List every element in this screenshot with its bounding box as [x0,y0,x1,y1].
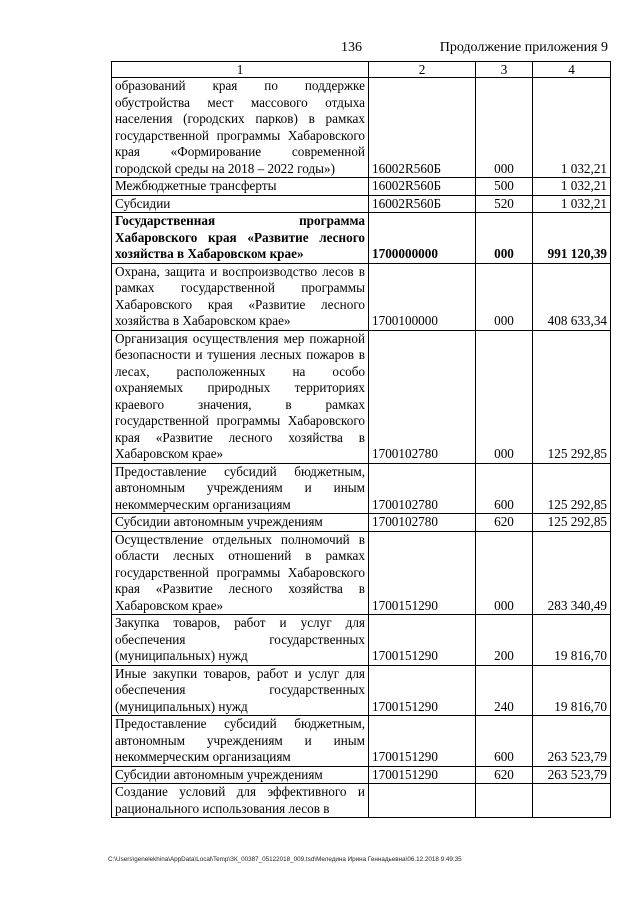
row-sum-cell: 1 032,21 [533,195,611,213]
row-code-cell: 1700102780 [369,514,476,532]
row-vr-cell [476,784,533,818]
row-code-cell: 1700151290 [369,615,476,666]
table-header [112,62,611,78]
column-header-1: 1 [112,62,369,78]
row-name-cell: образований края по поддержке обустройства мест массового отдыха населения (городских парков) в рамках государственной программы Хабаровского края «Формирование современной городской среды на 2018 – 2022 годы») [112,78,369,178]
row-name-cell: Иные закупки товаров, работ и услуг для обеспечения государственных (муниципальных) нужд [112,665,369,716]
row-code-cell: 1700102780 [369,463,476,514]
table-row [112,716,611,767]
row-sum-cell: 125 292,85 [533,330,611,463]
row-sum-cell: 263 523,79 [533,716,611,767]
row-name-cell: Субсидии автономным учреждениям [112,514,369,532]
table-body [112,78,611,818]
row-vr-cell: 600 [476,716,533,767]
table-row [112,330,611,463]
row-name-cell: Межбюджетные трансферты [112,178,369,196]
table-row [112,784,611,818]
row-sum-cell [533,784,611,818]
budget-table [111,61,611,818]
row-name-cell: Закупка товаров, работ и услуг для обеспечения государственных (муниципальных) нужд [112,615,369,666]
row-vr-cell: 000 [476,213,533,264]
row-vr-cell: 600 [476,463,533,514]
row-code-cell: 1700151290 [369,531,476,615]
row-code-cell: 1700100000 [369,263,476,330]
row-sum-cell: 283 340,49 [533,531,611,615]
row-vr-cell: 000 [476,531,533,615]
table-row [112,531,611,615]
column-header-3: 3 [476,62,533,78]
table-row [112,615,611,666]
row-name-cell: Охрана, защита и воспроизводство лесов в рамках государственной программы Хабаровского края «Развитие лесного хозяйства в Хабаровском крае» [112,263,369,330]
table-row [112,665,611,716]
table-row [112,213,611,264]
row-sum-cell: 125 292,85 [533,514,611,532]
table-row [112,514,611,532]
row-code-cell [369,784,476,818]
row-vr-cell: 520 [476,195,533,213]
table-row [112,195,611,213]
row-vr-cell: 000 [476,263,533,330]
column-header-2: 2 [369,62,476,78]
table-row [112,178,611,196]
row-code-cell: 1700151290 [369,665,476,716]
table-row [112,766,611,784]
row-sum-cell: 263 523,79 [533,766,611,784]
row-code-cell: 16002R560Б [369,178,476,196]
row-name-cell: Создание условий для эффективного и рационального использования лесов в [112,784,369,818]
page-number: 136 [341,40,362,55]
row-code-cell: 1700151290 [369,716,476,767]
row-sum-cell: 1 032,21 [533,78,611,178]
row-sum-cell: 991 120,39 [533,213,611,264]
row-sum-cell: 1 032,21 [533,178,611,196]
row-sum-cell: 125 292,85 [533,463,611,514]
row-sum-cell: 19 816,70 [533,615,611,666]
row-name-cell: Государственная программа Хабаровского края «Развитие лесного хозяйства в Хабаровском крае» [112,213,369,264]
row-vr-cell: 000 [476,78,533,178]
row-code-cell: 16002R560Б [369,78,476,178]
row-vr-cell: 200 [476,615,533,666]
footer-file-path: C:\Users\genelekhina\AppData\Local\Temp\ЗК_00387_05122018_009.tsd\Меледина Ирина Геннадьевна\06.12.2018 9:49:35 [108,856,462,863]
row-vr-cell: 500 [476,178,533,196]
column-header-4: 4 [533,62,611,78]
row-name-cell: Предоставление субсидий бюджетным, автономным учреждениям и иным некоммерческим организациям [112,716,369,767]
row-code-cell: 16002R560Б [369,195,476,213]
table-row [112,78,611,178]
row-code-cell: 1700000000 [369,213,476,264]
appendix-label: Продолжение приложения 9 [439,40,608,55]
row-sum-cell: 19 816,70 [533,665,611,716]
row-name-cell: Осуществление отдельных полномочий в области лесных отношений в рамках государственной программы Хабаровского края «Развитие лесного хозяйства в Хабаровском крае» [112,531,369,615]
row-vr-cell: 620 [476,766,533,784]
table-row [112,463,611,514]
table-header-row [112,62,611,78]
row-name-cell: Предоставление субсидий бюджетным, автономным учреждениям и иным некоммерческим организациям [112,463,369,514]
row-vr-cell: 240 [476,665,533,716]
row-name-cell: Субсидии [112,195,369,213]
row-code-cell: 1700102780 [369,330,476,463]
row-sum-cell: 408 633,34 [533,263,611,330]
row-name-cell: Организация осуществления мер пожарной безопасности и тушения лесных пожаров в лесах, расположенных на особо охраняемых природных территориях краевого значения, в рамках государственной программы Хабаровского края «Развитие лесного хозяйства в Хабаровском крае» [112,330,369,463]
row-vr-cell: 000 [476,330,533,463]
row-name-cell: Субсидии автономным учреждениям [112,766,369,784]
table-row [112,263,611,330]
row-vr-cell: 620 [476,514,533,532]
row-code-cell: 1700151290 [369,766,476,784]
